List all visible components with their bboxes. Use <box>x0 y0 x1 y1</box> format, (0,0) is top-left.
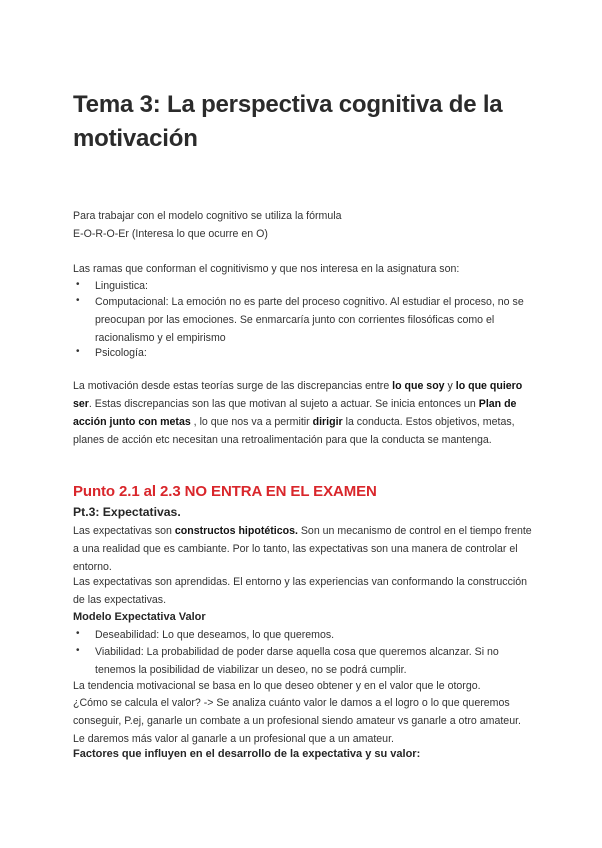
bold-run: lo que soy <box>392 380 445 392</box>
intro-line-1: Para trabajar con el modelo cognitivo se utiliza la fórmula <box>73 210 342 222</box>
text-run: , lo que nos va a permitir <box>190 416 313 428</box>
bullet-icon: • <box>76 295 80 306</box>
modelo-item-viabilidad: Viabilidad: La probabilidad de poder darse aquella cosa que queremos alcanzar. Si no tenemos la posibilidad de viabilizar un deseo, no se podrá cumplir. <box>95 646 499 676</box>
intro-line-2: E-O-R-O-Er (Interesa lo que ocurre en O) <box>73 228 268 240</box>
bullet-icon: • <box>76 346 80 357</box>
bold-run: constructos hipotéticos. <box>174 525 298 537</box>
bold-run: Plan de acción junto con metas <box>73 398 517 428</box>
bullet-icon: • <box>76 645 80 656</box>
ramas-item-linguistica: Linguistica: <box>95 280 148 292</box>
text-run: Son un mecanismo de control en el tiempo frente a una realidad que es cambiante. Por lo tanto, las expectativas son una manera de controlar el entorno. <box>73 525 532 573</box>
bold-run: lo que quiero ser <box>73 380 523 410</box>
bullet-icon: • <box>76 628 80 639</box>
bullet-icon: • <box>76 279 80 290</box>
ramas-item-computacional: Computacional: La emoción no es parte del proceso cognitivo. Al estudiar el proceso, no se preocupan por las emociones. Se enmarcaría junto con corrientes filosóficas como el racionalismo y el empirismo <box>95 296 524 344</box>
valor-paragraph: ¿Cómo se calcula el valor? -> Se analiza cuánto valor le damos a el logro o lo que queremos conseguir, P.ej, ganarle un combate a un profesional siendo amateur vs ganarle a otro amateur. Le daremos más valor al ganarle a un profesional que a un amateur. <box>73 697 521 745</box>
ramas-lead: Las ramas que conforman el cognitivismo y que nos interesa en la asignatura son: <box>73 263 460 275</box>
expectativas-paragraph-2: Las expectativas son aprendidas. El entorno y las experiencias van conformando la construcción de las expectativas. <box>73 576 528 606</box>
modelo-item-deseabilidad: Deseabilidad: Lo que deseamos, lo que queremos. <box>95 629 335 641</box>
expectativas-heading: Pt.3: Expectativas. <box>73 505 181 519</box>
factores-heading: Factores que influyen en el desarrollo de la expectativa y su valor: <box>73 748 421 760</box>
page-title: Tema 3: La perspectiva cognitiva de la motivación <box>73 91 503 152</box>
text-run: Las expectativas son <box>73 525 175 537</box>
bold-run: dirigir <box>312 416 343 428</box>
tendencia-paragraph: La tendencia motivacional se basa en lo que deseo obtener y en el valor que le otorgo. <box>73 680 481 692</box>
section-heading-red: Punto 2.1 al 2.3 NO ENTRA EN EL EXAMEN <box>73 483 377 500</box>
text-run: La motivación desde estas teorías surge de las discrepancias entre <box>73 380 393 392</box>
list-item <box>73 626 533 644</box>
modelo-heading: Modelo Expectativa Valor <box>73 611 206 623</box>
motivacion-paragraph <box>73 377 533 449</box>
list-item <box>73 344 533 362</box>
list-item <box>73 643 533 679</box>
list-item <box>73 293 533 347</box>
expectativas-paragraph-1 <box>73 522 533 576</box>
text-run: y <box>444 380 456 392</box>
text-run: . Estas discrepancias son las que motivan al sujeto a actuar. Se inicia entonces un <box>88 398 479 410</box>
ramas-item-psicologia: Psicología: <box>95 347 147 359</box>
text-run: la conducta. Estos objetivos, metas, planes de acción etc necesitan una retroalimentación para que la conducta se mantenga. <box>73 416 515 446</box>
